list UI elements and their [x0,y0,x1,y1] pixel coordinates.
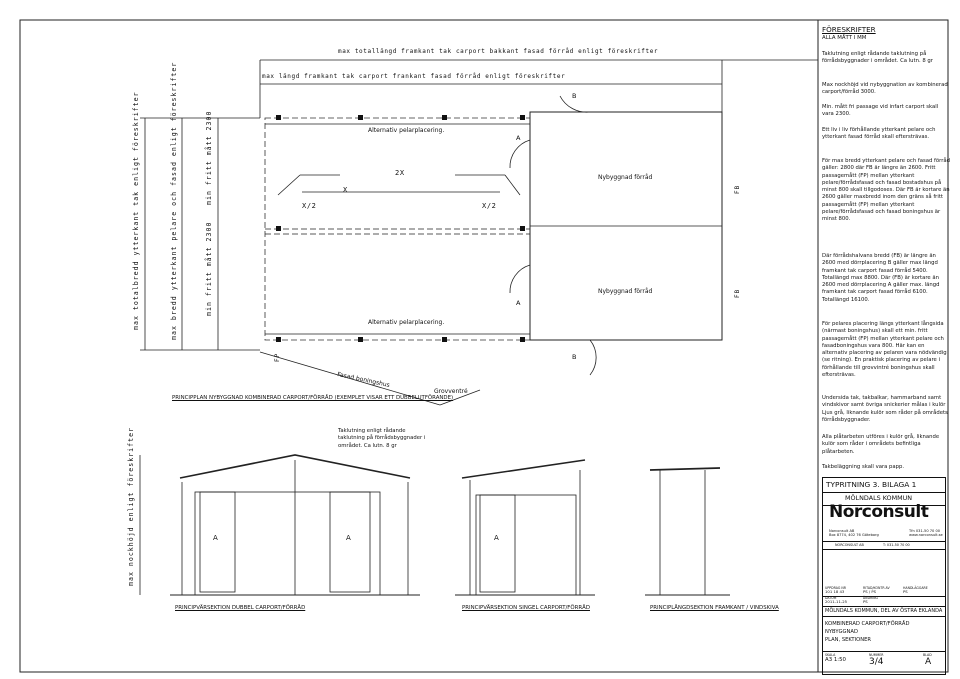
caption-long: PRINCIPLÅNGDSEKTION FRAMKANT / VINDSKIVA [650,605,779,611]
door-b-lower: B [572,353,577,361]
door-b-upper: B [572,92,577,100]
nummer-value: 3/4 [869,657,884,667]
note-1: Taklutning enligt rådande taklutning på förrådsbyggnader i området. Ca lutn. 8 gr [822,51,933,65]
desc-2: NYBYGGNAD [825,629,858,635]
note-5: För max bredd ytterkant pelare och fasad förråd gäller: 2800 där FB är längre än 2600. Fritt passagemått (FP) mellan ytterkant pelare/förrådsfasad och fasad bostadshus på minst 800 skall tillgodoses. Där FB är kortare än 2600 gäller maxbredd inom den gräns så fritt passagemått (FP) mellan ytterkant pelare/förrådsfasad och fasad boningshus är minst 800. [822,158,951,223]
ritad-label: RITAD/KONTR AV [863,586,890,590]
nummer-label: NUMMER [869,653,884,657]
company-logo: Norconsult [829,502,929,522]
label-x: X [343,186,348,194]
andring-label: ÄNDRING [863,596,879,600]
dim-front-length: max längd framkant tak carport frankant fasad förråd enligt föreskrifter [262,73,566,80]
project-name: MÖLNDALS KOMMUN, DEL AV ÖSTRA EKLANDA [825,608,943,614]
roof-note: Taklutning enligt rådande taklutning på förrådsbyggnader i området. Ca lutn. 8 gr [338,428,426,449]
min-free-lower: min fritt mått 2300 [205,221,213,316]
caption-double: PRINCIPVÄRSEKTION DUBBEL CARPORT/FÖRRÅD [175,605,306,611]
note-7: För pelares placering längs ytterkant långsida (närmast boningshus) skall ett min. fritt passagemått (FP) mellan ytterkant pelare och fasadboningshus vara 800. Här kan en alternativ placering av pelaren vara nödvändig (se ritning). En praktisk placering av pelare i förhållande till grovvintré boningshus skall eftersträvas. [822,321,947,379]
dim-total-length: max totallängd framkant tak carport bakkant fasad förråd enligt föreskrifter [338,48,659,55]
blad-value: A [925,657,932,667]
panel-heading: FÖRESKRIFTER [822,25,876,34]
panel-sub: ALLA MÅTT I MM [822,35,867,41]
label-x2-right: X/2 [482,202,497,210]
uppdrag-label: UPPDRAG NR [825,586,846,590]
datum-label: DATUM [825,596,837,600]
facade-label: Fasad boningshus [336,371,391,389]
caption-single: PRINCIPVÄRSEKTION SINGEL CARPORT/FÖRRÅD [462,605,590,611]
note-4: Ett liv i liv förhållande ytterkant pelare och ytterkant fasad förråd skall eftersträvas. [822,127,936,141]
fb-upper: FB [734,184,741,194]
door-a-lower: A [516,299,521,307]
alt-post-upper: Alternativ pelarplacering. [368,127,445,134]
municipality: MÖLNDALS KOMMUN [845,494,913,502]
uppdrag-value: 101 18 43 [825,589,845,594]
fp-label: FP [274,352,281,362]
company-address: Norconsult AB Box 8774, 402 76 Göteborg [829,529,879,538]
regulations-panel [818,20,958,675]
note-10: Takbeläggning skall vara papp. [822,464,905,470]
drawing-title: TYPRITNING 3. BILAGA 1 [826,480,917,489]
handlaggare-label: HANDLÄGGARE [903,586,928,590]
desc-1: KOMBINERAD CARPORT/FÖRRÅD [825,621,910,627]
company-phone: Tfn 031-50 70 00 www.norconsult.se [909,529,943,538]
label-x2-left: X/2 [302,202,317,210]
plan-caption: PRINCIPPLAN NYBYGGNAD KOMBINERAD CARPORT/FÖRRÅD (EXEMPLET VISAR ETT DUBBELUTFÖRANDE) [172,395,454,401]
label-2x: 2X [395,169,405,177]
section-door-a3: A [494,534,499,542]
dim-post-width: max bredd ytterkant pelare och fasad enligt föreskrifter [170,61,178,340]
dim-total-width: max totalbredd ytterkant tak enligt föreskrifter [132,91,140,330]
note-2: Max nockhöjd vid nybyggnation av kombinerad carport/förråd 3000. [822,82,948,96]
section-door-a1: A [213,534,218,542]
datum-value: 2011-11-25 [825,599,848,604]
note-3: Min. mått fri passage vid infart carport skall vara 2300. [822,104,939,118]
skala-label: SKALA [825,653,836,657]
andring-value: PS [863,599,868,604]
fb-lower: FB [734,288,741,298]
note-6: Där förrådshalvans bredd (FB) är längre än 2600 med dörrplacering B gäller max längd framkant tak carport fasad förråd 5400. Totallängd max 8800. Där (FB) är kortare än 2600 med dörrplacering A gäller max. längd framkant tak carport fasad förråd 6100. Totallängd 16100. [822,253,940,303]
desc-3: PLAN, SEKTIONER [825,637,871,643]
entrance-label: Grovventré [434,388,468,395]
storage-lower: Nybyggnad förråd [598,288,653,295]
section-door-a2: A [346,534,351,542]
alt-post-lower: Alternativ pelarplacering. [368,319,445,326]
ritad-value: PS / PS [863,589,877,594]
row-company-small: NORCONSULT AB [835,543,864,547]
skala-value: A3 1:50 [825,657,846,663]
title-block [822,477,946,675]
handlaggare-value: PS [903,589,908,594]
note-8: Undersida tak, takbalkar, hammarband samt vindskivor samt övriga snickerier målas i kulör Ljus grå, liknande kulör som råder på områdets förrådsbyggnader. [822,395,948,423]
row-phone-small: T: 031-50 70 00 [883,543,910,547]
note-9: Alla plåtarbeten utföres i kulör grå, liknande kulör som råder i områdets befintliga plåtarbeten. [822,434,940,455]
storage-upper: Nybyggnad förråd [598,174,653,181]
blad-label: BLAD [923,653,932,657]
min-free-upper: min fritt mått 2300 [205,110,213,205]
max-ridge: max nockhöjd enligt föreskrifter [127,426,135,586]
door-a-upper: A [516,134,521,142]
